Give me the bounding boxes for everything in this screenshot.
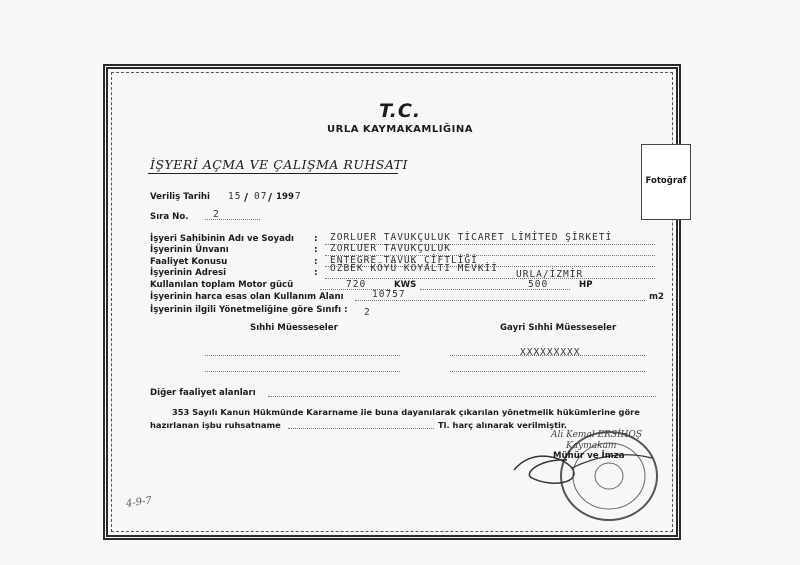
area-dots (355, 300, 645, 301)
area-value: 10757 (372, 289, 406, 300)
area-unit: m2 (649, 292, 664, 302)
area-label: İşyerinin harca esas olan Kullanım Alanı (150, 292, 344, 302)
owner-label: İşyeri Sahibinin Adı ve Soyadı (150, 234, 294, 244)
seal-label: Mühür ve İmza (553, 451, 625, 461)
hp-unit: HP (579, 280, 593, 290)
other-activities-label: Diğer faaliyet alanları (150, 388, 256, 398)
law-text-line2b: Tl. harç alınarak verilmiştir. (438, 420, 567, 430)
title-underline (148, 173, 398, 174)
nonsanitary-label: Gayri Sıhhi Müesseseler (500, 323, 617, 333)
tc-heading: T.C. (378, 100, 422, 122)
motor-label: Kullanılan toplam Motor gücü (150, 280, 294, 290)
seq-dots (205, 219, 260, 220)
owner-value: ZORLUER TAVUKÇULUK TİCARET LİMİTED ŞİRKETİ (330, 232, 613, 243)
law-text-line2a: hazırlanan işbu ruhsatname (150, 420, 281, 430)
nonsanitary-dots-1 (450, 355, 645, 356)
date-slash-1: / (244, 191, 249, 204)
law-text-line1: 353 Sayılı Kanun Hükmünde Kararname iie buna dayanılarak çıkarılan yönetmelik hükümlerine göre (172, 407, 640, 417)
issue-month: 07 (254, 191, 268, 202)
kws-unit: KWS (394, 280, 417, 290)
class-value: 2 (364, 307, 371, 318)
signer-name: Ali Kemal ERSİHOŞ (551, 430, 643, 440)
address-city: URLA/İZMİR (516, 269, 584, 280)
address-dots (325, 278, 655, 279)
activity-colon: : (314, 257, 318, 267)
permit-title: İŞYERİ AÇMA VE ÇALIŞMA RUHSATI (150, 157, 408, 172)
handwritten-note: 4-9-7 (125, 495, 153, 510)
sanitary-dots-1 (205, 355, 400, 356)
photo-label: Fotoğraf (645, 176, 687, 186)
address-colon: : (314, 268, 318, 278)
signer-title: Kaymakam (566, 441, 617, 451)
business-title-label: İşyerinin Ünvanı (150, 245, 229, 255)
address-label: İşyerinin Adresi (150, 268, 227, 278)
issue-year-prefix: 199 (276, 192, 294, 202)
activity-label: Faaliyet Konusu (150, 257, 228, 267)
other-activities-dots (268, 396, 656, 397)
issue-day: 15 (228, 191, 242, 202)
activity-value: ENTEGRE TAVUK ÇİFTLİĞİ (330, 255, 478, 266)
seq-value: 2 (213, 209, 220, 220)
owner-colon: : (314, 234, 318, 244)
office-heading: URLA KAYMAKAMLIĞINA (327, 124, 473, 135)
photo-box (641, 144, 691, 220)
nonsanitary-value: XXXXXXXXX (520, 347, 581, 358)
sanitary-dots-2 (205, 371, 400, 372)
issue-date-label: Veriliş Tarihi (150, 192, 210, 202)
issue-year-digit: 7 (295, 191, 302, 202)
sanitary-label: Sıhhi Müesseseler (250, 323, 338, 333)
seq-label: Sıra No. (150, 212, 189, 222)
fee-dots (288, 428, 434, 429)
business-title-value: ZORLUER TAVUKÇULUK (330, 243, 451, 254)
address-value: ÖZBEK KÖYÜ KÖYALTI MEVKİİ (330, 263, 498, 274)
business-title-colon: : (314, 245, 318, 255)
class-label: İşyerinin ilgili Yönetmeliğine göre Sınıfı : (150, 305, 348, 315)
motor-hp-value: 500 (528, 279, 549, 290)
date-slash-2: / (268, 191, 273, 204)
nonsanitary-dots-2 (450, 371, 645, 372)
motor-kws-value: 720 (346, 279, 367, 290)
